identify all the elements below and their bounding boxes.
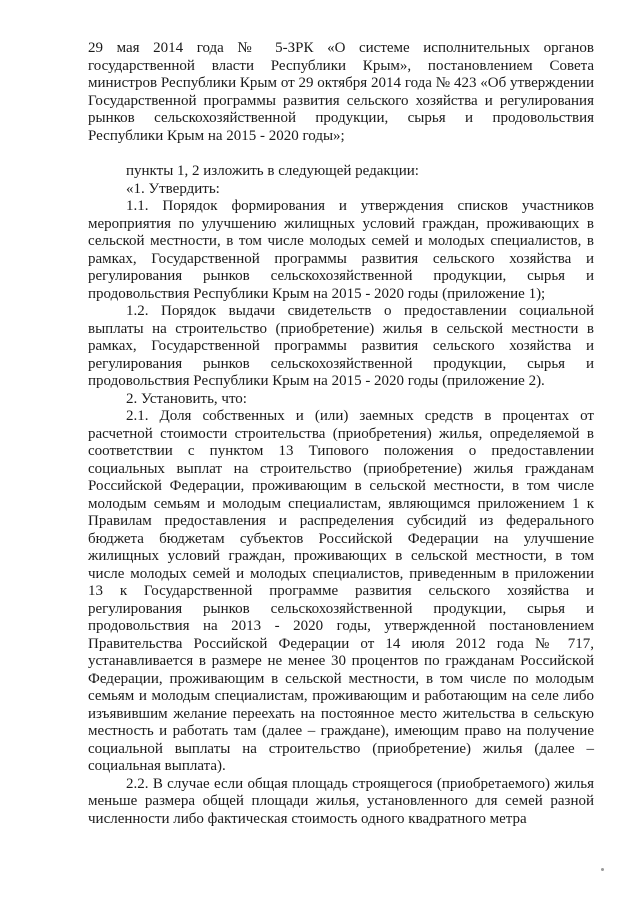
paragraph-1-1: 1.1. Порядок формирования и утверждения списков участников мероприятия по улучшению жилищных условий граждан, проживающих в сельской местности, в том числе молодых семей и молодых специалистов, в рамках, Государственной программы развития сельского хозяйства и регулирования рынков сельскохозяйственной продукции, сырья и продовольствия Республики Крым на 2015 - 2020 годы (приложение 1);: [88, 198, 594, 302]
paragraph-approve: «1. Утвердить:: [126, 180, 220, 197]
paragraph-2-2: 2.2. В случае если общая площадь строящегося (приобретаемого) жилья меньше размера общей площади жилья, установленного для семей разной численности либо фактическая стоимость одного квадратного метра: [88, 775, 594, 827]
scan-speck: [601, 868, 604, 871]
paragraph-2-1: 2.1. Доля собственных и (или) заемных средств в процентах от расчетной стоимости строительства (приобретения) жилья, определяемой в соответствии с пунктом 13 Типового положения о предоставлении социальных выплат на строительство (приобретение) жилья гражданам Российской Федерации, проживающим в сельской местности, в том числе молодым семьям и молодым специалистам, являющимся приложением 1 к Правилам предоставления и распределения субсидий из федерального бюджета бюджетам субъектов Российской Федерации на улучшение жилищных условий граждан, проживающих в сельской местности, в том числе молодых семей и молодых специалистов, приведенным в приложении 13 к Государственной программе развития сельского хозяйства и регулирования рынков сельскохозяйственной продукции, сырья и продовольствия на 2013 - 2020 годы, утвержденной постановлением Правительства Российской Федерации от 14 июля 2012 года № 717, устанавливается в размере не менее 30 процентов по гражданам Российской Федерации, проживающим в сельской местности, в том числе по молодым семьям и молодым специалистам, проживающим и работающим на селе либо изъявившим желание переехать на постоянное место жительства в сельскую местность и работать там (далее – граждане), имеющим право на получение социальной выплаты на строительство (приобретение) жилья (далее – социальная выплата).: [88, 408, 594, 774]
paragraph-establish: 2. Установить, что:: [126, 390, 247, 407]
paragraph-intro: 29 мая 2014 года № 5-ЗРК «О системе исполнительных органов государственной власти Республики Крым», постановлением Совета министров Республики Крым от 29 октября 2014 года № 423 «Об утверждении Государственной программы развития сельского хозяйства и регулирования рынков сельскохозяйственной продукции, сырья и продовольствия Республики Крым на 2015 - 2020 годы»;: [88, 40, 594, 144]
paragraph-points: пункты 1, 2 изложить в следующей редакции:: [126, 163, 419, 179]
paragraph-1-2: 1.2. Порядок выдачи свидетельств о предоставлении социальной выплаты на строительство (приобретение) жилья в сельской местности в рамках, Государственной программы развития сельского хозяйства и регулирования рынков сельскохозяйственной продукции, сырья и продовольствия Республики Крым на 2015 - 2020 годы (приложение 2).: [88, 303, 594, 389]
document-page: [88, 40, 594, 828]
